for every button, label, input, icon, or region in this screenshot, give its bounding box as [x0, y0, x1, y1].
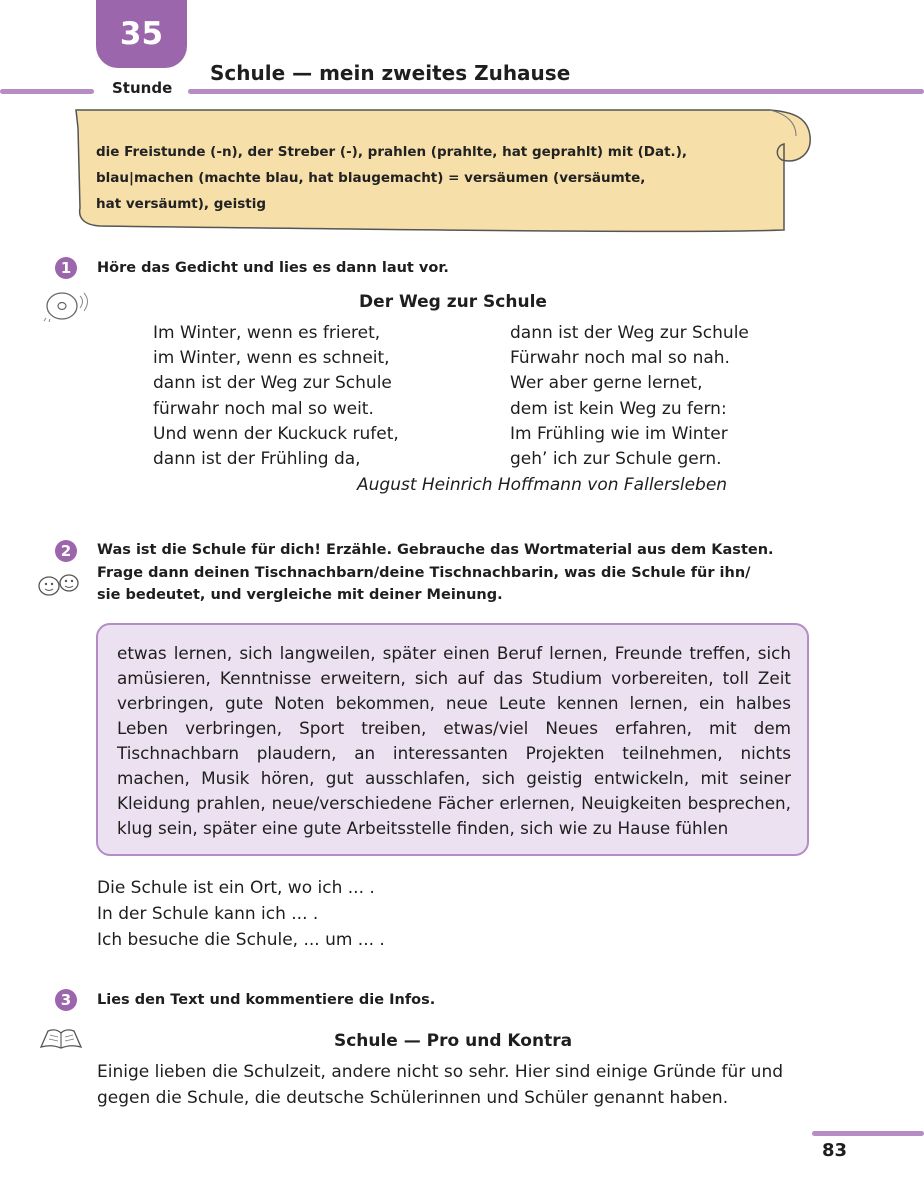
- task2-instruction: [97, 539, 774, 607]
- poem-column-2: [510, 321, 749, 472]
- task3-body-text: Einige lieben die Schulzeit, andere nicht so sehr. Hier sind einige Gründe für und gegen die Schule, die deutsche Schülerinnen und Schüler genannt haben.: [97, 1062, 784, 1108]
- poem-line: dann ist der Weg zur Schule: [510, 323, 749, 343]
- prompt-line: Die Schule ist ein Ort, wo ich ... .: [97, 878, 375, 898]
- poem-line: Im Frühling wie im Winter: [510, 423, 728, 444]
- word-material-box: [96, 623, 809, 856]
- poem-line: dem ist kein Weg zu fern:: [510, 398, 727, 419]
- task-number-1: 1: [55, 257, 77, 279]
- prompt-line: In der Schule kann ich ... .: [97, 904, 319, 924]
- task3-instruction: Lies den Text und kommentiere die Infos.: [97, 992, 436, 1008]
- lesson-word: Stunde: [112, 79, 173, 97]
- poem-line: dann ist der Weg zur Schule: [153, 373, 392, 394]
- poem-column-1: [153, 321, 399, 472]
- task1-instruction: Höre das Gedicht und lies es dann laut vor.: [97, 260, 449, 276]
- poem-line: fürwahr noch mal so weit.: [153, 398, 374, 419]
- sentence-prompts: [97, 875, 385, 953]
- lesson-number-tab: [96, 0, 187, 68]
- poem-line: Fürwahr noch mal so nah.: [510, 348, 730, 369]
- vocab-line: die Freistunde (-n), der Streber (-), prahlen (prahlte, hat geprahlt) mit (Dat.),: [96, 144, 687, 160]
- poem-line: Wer aber gerne lernet,: [510, 373, 703, 394]
- word-material-text: etwas lernen, sich langweilen, später einen Beruf lernen, Freunde treffen, sich amüsieren, Kenntnisse erweitern, sich auf das Studium vorbereiten, toll Zeit verbringen, gute Noten bekommen, neue Leute kennen lernen, ein halbes Leben verbringen, Sport treiben, etwas/viel Neues erfahren, mit dem Tischnachbarn plaudern, an interessanten Projekten teilnehmen, nichts machen, Musik hören, gut ausschlafen, sich geistig entwickeln, mit seiner Kleidung prahlen, neue/verschiedene Fächer erlernen, Neuigkeiten besprechen, klug sein, später eine gute Arbeitsstelle finden, sich wie zu Hause fühlen: [117, 643, 791, 838]
- poem-line: dann ist der Frühling da,: [153, 449, 361, 470]
- footer-rule: [812, 1131, 924, 1136]
- poem-title: Der Weg zur Schule: [359, 292, 547, 312]
- task-number-2: 2: [55, 540, 77, 562]
- header-rule-left: [0, 89, 94, 94]
- vocab-list: [96, 139, 786, 217]
- instruction-line: Was ist die Schule für dich! Erzähle. Gebrauche das Wortmaterial aus dem Kasten.: [97, 542, 774, 558]
- poem-author: August Heinrich Hoffmann von Fallersleben: [357, 475, 728, 495]
- prompt-line: Ich besuche die Schule, ... um ... .: [97, 930, 385, 950]
- header-rule-right: [188, 89, 924, 94]
- poem-line: Im Winter, wenn es frieret,: [153, 323, 381, 343]
- task-number-3: 3: [55, 989, 77, 1011]
- instruction-line: Frage dann deinen Tischnachbarn/deine Tischnachbarin, was die Schule für ihn/: [97, 564, 751, 581]
- text-title: Schule — Pro und Kontra: [333, 1031, 573, 1051]
- vocab-line: blau|machen (machte blau, hat blaugemacht) = versäumen (versäumte,: [96, 170, 646, 186]
- poem-line: Und wenn der Kuckuck rufet,: [153, 423, 399, 444]
- cd-audio-icon: [42, 288, 90, 322]
- poem-line: im Winter, wenn es schneit,: [153, 348, 390, 369]
- open-book-icon: [38, 1025, 84, 1051]
- poem-line: geh’ ich zur Schule gern.: [510, 449, 722, 470]
- page-number: 83: [822, 1140, 848, 1161]
- page-title: Schule — mein zweites Zuhause: [210, 61, 571, 85]
- vocab-line: hat versäumt), geistig: [96, 196, 266, 212]
- instruction-line: sie bedeutet, und vergleiche mit deiner Meinung.: [97, 587, 503, 603]
- lesson-number: 35: [119, 16, 164, 52]
- speaking-faces-icon: [36, 572, 82, 598]
